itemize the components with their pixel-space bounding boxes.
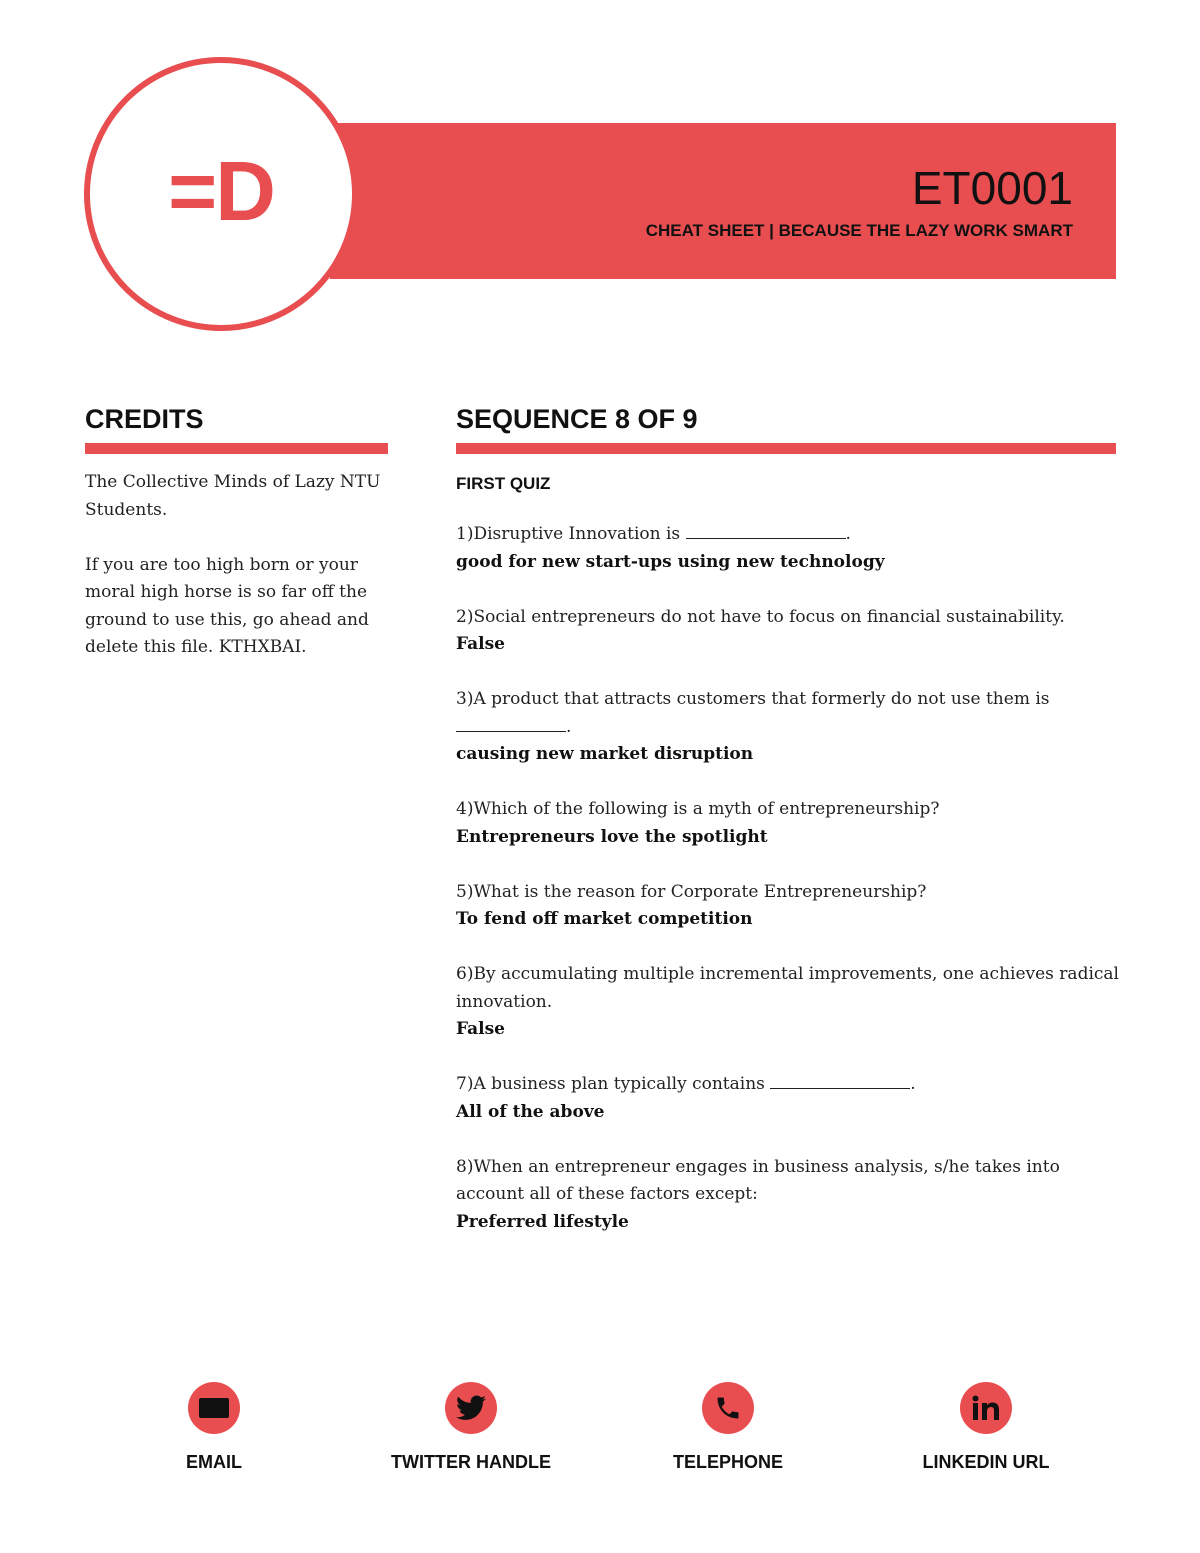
email-icon bbox=[188, 1382, 240, 1434]
quiz-answer: To fend off market competition bbox=[456, 909, 753, 929]
question-text: 2)Social entrepreneurs do not have to focus on financial sustainability. bbox=[456, 606, 1065, 627]
answer-blank bbox=[456, 715, 566, 732]
contact-linkedin[interactable] bbox=[876, 1382, 1096, 1473]
quiz-answer: Entrepreneurs love the spotlight bbox=[456, 826, 768, 847]
quiz-question bbox=[456, 961, 1126, 1016]
answer-blank bbox=[686, 522, 846, 539]
question-text: 7)A business plan typically contains bbox=[456, 1074, 771, 1094]
credits-paragraph: If you are too high born or your moral high horse is so far off the ground to use this, go ahead and delete this file. KTHXBAI. bbox=[85, 554, 369, 657]
quiz-item bbox=[456, 961, 1126, 1044]
quiz-answer: Preferred lifestyle bbox=[456, 1211, 629, 1232]
quiz-question bbox=[456, 1071, 1126, 1099]
contact-label: LINKEDIN URL bbox=[922, 1452, 1050, 1472]
contact-email[interactable] bbox=[104, 1382, 324, 1473]
question-text: 8)When an entrepreneur engages in business analysis, s/he takes into account all of these factors except: bbox=[456, 1156, 1060, 1204]
quiz-item bbox=[456, 604, 1126, 659]
tagline: CHEAT SHEET | BECAUSE THE LAZY WORK SMART bbox=[645, 221, 1073, 240]
quiz-item bbox=[456, 521, 1126, 576]
quiz-title: FIRST QUIZ bbox=[456, 474, 551, 493]
contact-label: EMAIL bbox=[186, 1452, 242, 1472]
question-punctuation: . bbox=[566, 716, 572, 737]
quiz-item bbox=[456, 686, 1126, 769]
question-text: 3)A product that attracts customers that formerly do not use them is bbox=[456, 689, 1050, 709]
question-text: 1)Disruptive Innovation is bbox=[456, 524, 686, 544]
quiz-question bbox=[456, 1154, 1126, 1209]
quiz-list bbox=[456, 521, 1126, 1236]
logo bbox=[84, 57, 358, 331]
twitter-icon bbox=[445, 1382, 497, 1434]
quiz-question bbox=[456, 521, 1126, 549]
quiz-item bbox=[456, 1154, 1126, 1237]
linkedin-icon bbox=[960, 1382, 1012, 1434]
question-punctuation: . bbox=[845, 524, 851, 544]
quiz-question bbox=[456, 604, 1126, 632]
quiz-item bbox=[456, 1071, 1126, 1126]
question-text: 6)By accumulating multiple incremental improvements, one achieves radical innovation. bbox=[456, 964, 1119, 1012]
answer-blank bbox=[770, 1072, 910, 1089]
quiz-question bbox=[456, 686, 1126, 741]
telephone-icon bbox=[702, 1382, 754, 1434]
quiz-question bbox=[456, 796, 1126, 824]
question-punctuation: . bbox=[910, 1074, 916, 1094]
credits-divider bbox=[85, 443, 388, 454]
question-text: 4)Which of the following is a myth of entrepreneurship? bbox=[456, 799, 940, 819]
quiz-answer: good for new start-ups using new technology bbox=[456, 551, 885, 572]
quiz-item bbox=[456, 796, 1126, 851]
contact-twitter[interactable] bbox=[361, 1382, 581, 1473]
header-banner bbox=[330, 123, 1116, 279]
quiz-section bbox=[456, 474, 1126, 1264]
logo-text: =D bbox=[168, 144, 274, 238]
quiz-question bbox=[456, 879, 1126, 907]
quiz-answer: False bbox=[456, 1019, 505, 1039]
quiz-answer: causing new market disruption bbox=[456, 744, 754, 764]
contact-telephone[interactable] bbox=[618, 1382, 838, 1473]
question-text: 5)What is the reason for Corporate Entrepreneurship? bbox=[456, 881, 927, 902]
sequence-divider bbox=[456, 443, 1116, 454]
credits-body bbox=[85, 469, 385, 689]
sequence-heading: SEQUENCE 8 OF 9 bbox=[456, 404, 698, 434]
quiz-item bbox=[456, 879, 1126, 934]
course-code: ET0001 bbox=[911, 162, 1073, 214]
credits-heading: CREDITS bbox=[85, 404, 204, 434]
quiz-answer: False bbox=[456, 634, 505, 654]
quiz-answer: All of the above bbox=[456, 1101, 605, 1122]
contact-label: TELEPHONE bbox=[672, 1452, 783, 1472]
credits-paragraph: The Collective Minds of Lazy NTU Students. bbox=[85, 472, 381, 520]
contact-label: TWITTER HANDLE bbox=[391, 1452, 551, 1472]
